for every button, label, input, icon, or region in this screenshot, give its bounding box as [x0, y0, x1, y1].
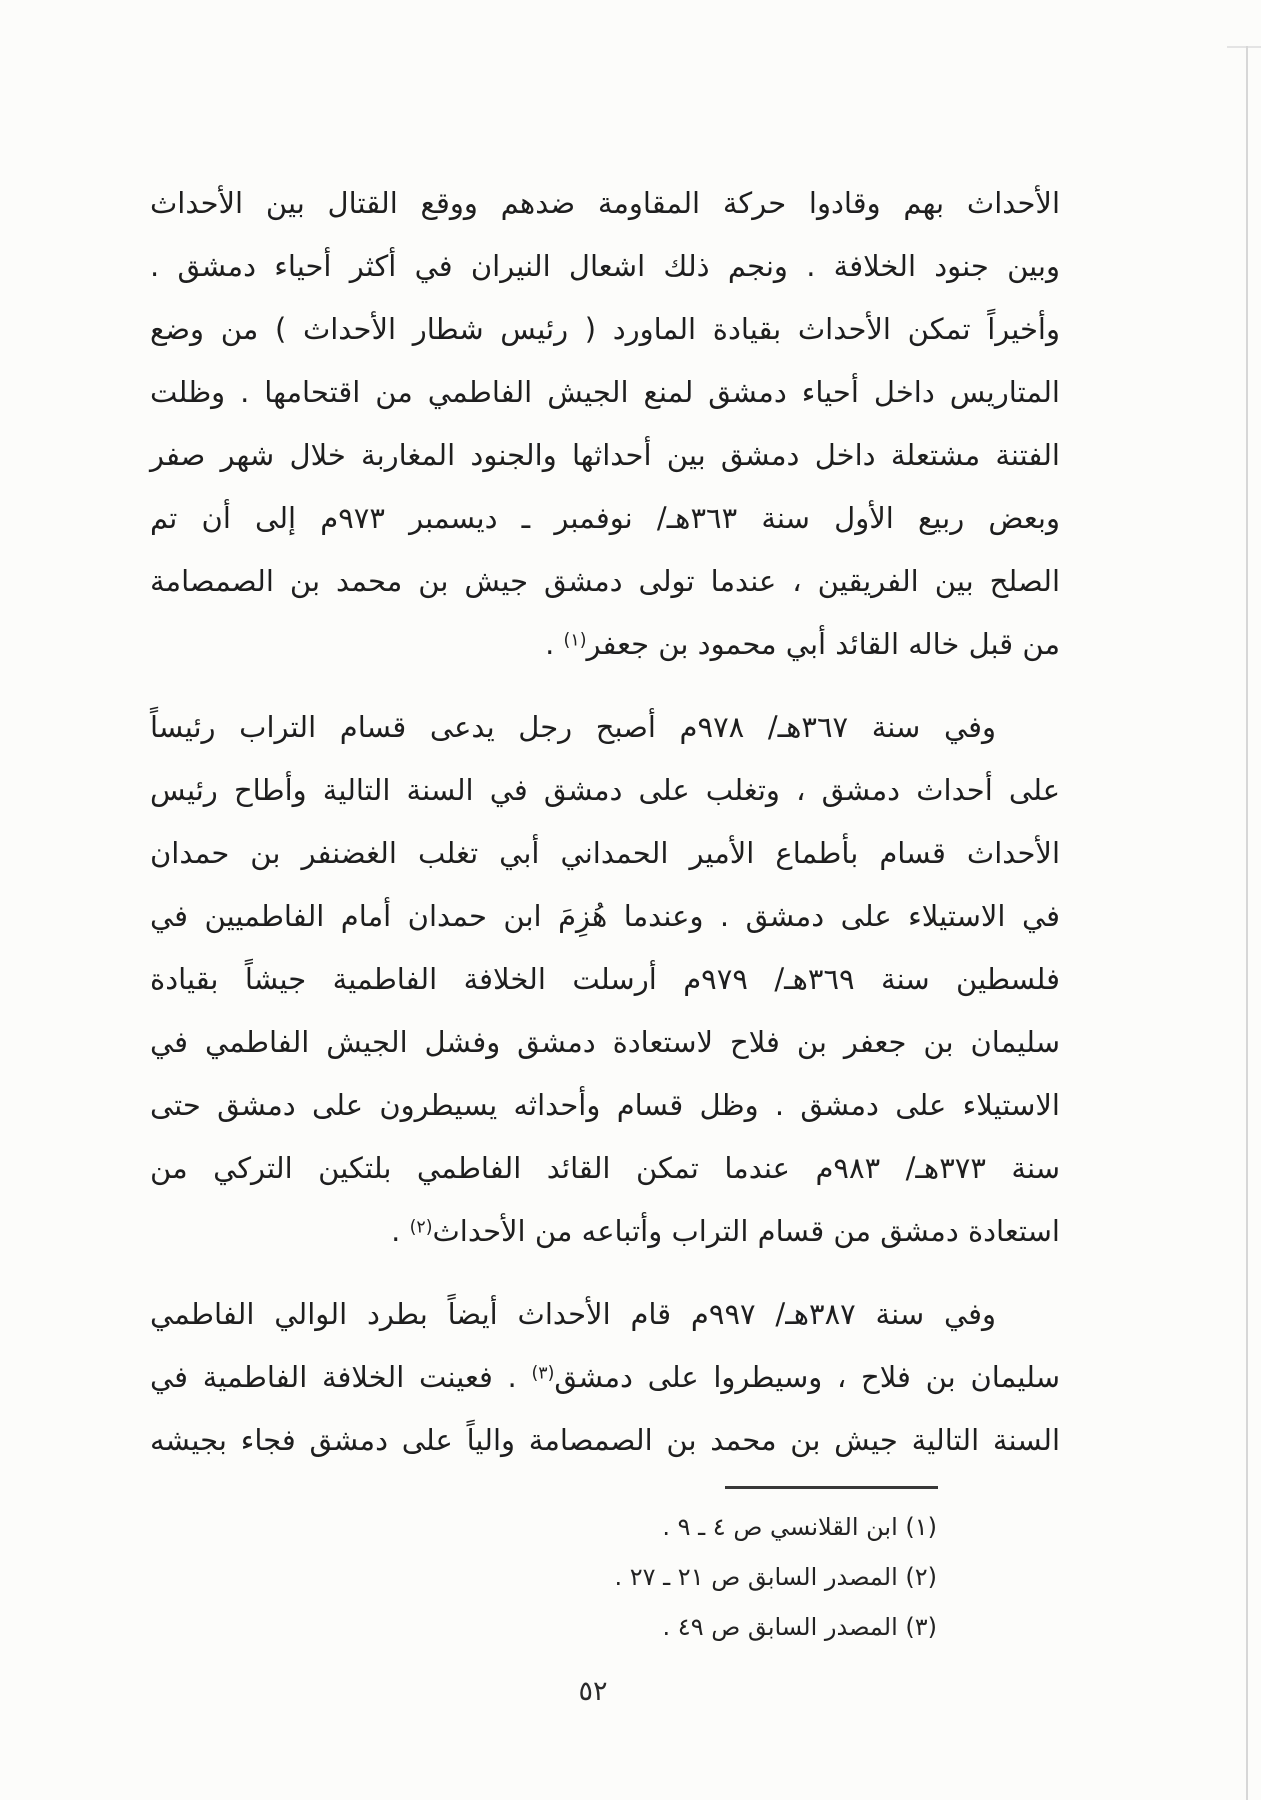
footnote-marker-3: (٣)	[531, 1363, 555, 1384]
text-segment: استعادة دمشق من قسام التراب وأتباعه من الأحداث	[432, 1214, 1060, 1248]
footnote-marker-2: (٢)	[409, 1217, 433, 1238]
text-segment: .	[545, 627, 564, 661]
text-line: الفتنة مشتعلة داخل دمشق بين أحداثها والجنود المغاربة خلال شهر صفر	[150, 438, 1060, 472]
text-line: الأحداث قسام بأطماع الأمير الحمداني أبي تغلب الغضنفر بن حمدان	[150, 836, 1060, 870]
text-segment: من قبل خاله القائد أبي محمود بن جعفر	[586, 627, 1060, 661]
text-segment: . فعينت الخلافة الفاطمية في	[150, 1360, 532, 1394]
footnote-divider	[725, 1486, 938, 1489]
page-number: ٥٢	[578, 1676, 608, 1707]
paragraph-2	[150, 696, 1060, 1263]
text-line: الصلح بين الفريقين ، عندما تولى دمشق جيش بن محمد بن الصمصامة	[150, 564, 1060, 598]
text-line: وبين جنود الخلافة . ونجم ذلك اشعال النيران في أكثر أحياء دمشق .	[150, 249, 1060, 283]
footnote-2: (٢) المصدر السابق ص ٢١ ـ ٢٧ .	[614, 1563, 937, 1591]
paragraph-3	[150, 1283, 1060, 1472]
text-line: في الاستيلاء على دمشق . وعندما هُزِمَ ابن حمدان أمام الفاطميين في	[150, 899, 1060, 933]
text-line	[150, 613, 1060, 676]
text-line: فلسطين سنة ٣٦٩هـ/ ٩٧٩م أرسلت الخلافة الفاطمية جيشاً بقيادة	[150, 962, 1061, 996]
text-line: السنة التالية جيش بن محمد بن الصمصامة والياً على دمشق فجاء بجيشه	[150, 1423, 1060, 1457]
text-segment: .	[391, 1214, 410, 1248]
footnote-3: (٣) المصدر السابق ص ٤٩ .	[662, 1613, 937, 1641]
text-line: وبعض ربيع الأول سنة ٣٦٣هـ/ نوفمبر ـ ديسمبر ٩٧٣م إلى أن تم	[150, 501, 1060, 535]
paragraph-1	[150, 172, 1060, 676]
text-line: الأحداث بهم وقادوا حركة المقاومة ضدهم ووقع القتال بين الأحداث	[150, 186, 1060, 220]
text-line: سنة ٣٧٣هـ/ ٩٨٣م عندما تمكن القائد الفاطمي بلتكين التركي من	[150, 1151, 1060, 1185]
text-line: وأخيراً تمكن الأحداث بقيادة الماورد ( رئيس شطار الأحداث ) من وضع	[150, 312, 1060, 346]
text-line	[150, 1200, 1060, 1263]
text-line: وفي سنة ٣٦٧هـ/ ٩٧٨م أصبح رجل يدعى قسام التراب رئيساً	[150, 710, 996, 744]
text-line: سليمان بن جعفر بن فلاح لاستعادة دمشق وفشل الجيش الفاطمي في	[150, 1025, 1060, 1059]
text-line: على أحداث دمشق ، وتغلب على دمشق في السنة التالية وأطاح رئيس	[150, 773, 1060, 807]
text-segment: سليمان بن فلاح ، وسيطروا على دمشق	[554, 1360, 1060, 1394]
footnote-marker-1: (١)	[563, 630, 587, 651]
text-line: الاستيلاء على دمشق . وظل قسام وأحداثه يسيطرون على دمشق حتى	[150, 1088, 1060, 1122]
scan-edge-vertical-line	[1246, 46, 1248, 1800]
text-line	[150, 1346, 1060, 1409]
text-line: وفي سنة ٣٨٧هـ/ ٩٩٧م قام الأحداث أيضاً بطرد الوالي الفاطمي	[150, 1297, 997, 1331]
body-text	[150, 172, 1060, 1472]
footnotes-block	[377, 1502, 937, 1652]
footnote-1: (١) ابن القلانسي ص ٤ ـ ٩ .	[662, 1513, 937, 1541]
scan-edge-horizontal-line	[1227, 46, 1261, 48]
text-line: المتاريس داخل أحياء دمشق لمنع الجيش الفاطمي من اقتحامها . وظلت	[150, 375, 1060, 409]
